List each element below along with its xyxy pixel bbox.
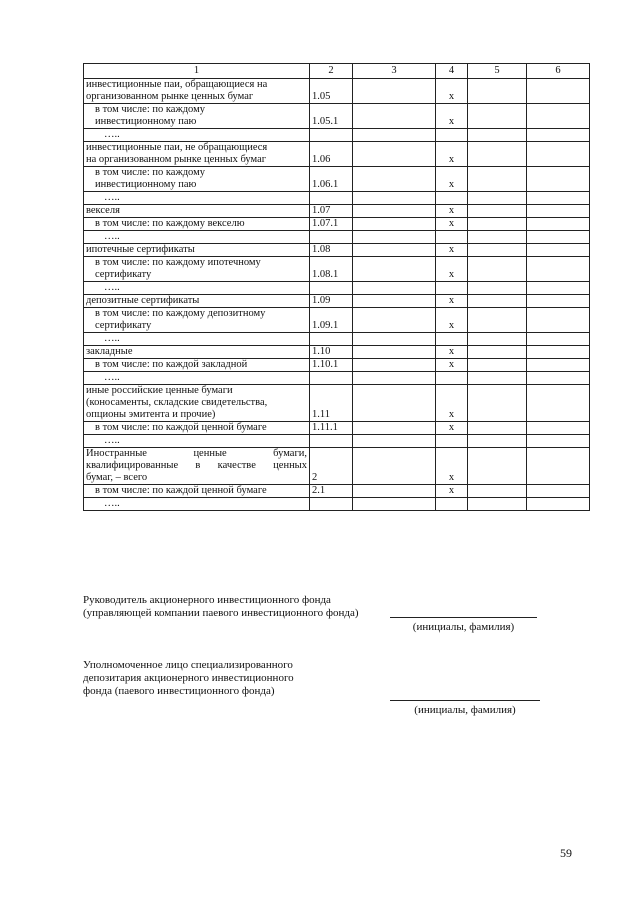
- row-col-3: [353, 359, 436, 372]
- row-mark: [436, 333, 468, 346]
- row-label-line: инвестиционному паю: [95, 116, 197, 127]
- table-row: [84, 295, 590, 308]
- row-col-5: [468, 218, 527, 231]
- row-label: [84, 282, 310, 295]
- row-code: [310, 129, 353, 142]
- row-col-3: [353, 435, 436, 448]
- row-col-6: [527, 333, 590, 346]
- row-col-6: [527, 104, 590, 129]
- row-col-6: [527, 422, 590, 435]
- row-col-3: [353, 346, 436, 359]
- row-label-line: опционы эмитента и прочие): [86, 409, 216, 420]
- row-label: [84, 129, 310, 142]
- row-label-line: …..: [104, 129, 120, 140]
- row-col-5: [468, 257, 527, 282]
- row-col-3: [353, 205, 436, 218]
- row-label-line: в том числе: по каждому: [95, 167, 205, 178]
- row-code: 1.08.1: [310, 257, 353, 282]
- row-code: 1.09.1: [310, 308, 353, 333]
- row-col-3: [353, 372, 436, 385]
- row-label-line: на организованном рынке ценных бумаг: [86, 154, 267, 165]
- row-label-line: закладные: [86, 346, 133, 357]
- row-col-5: [468, 104, 527, 129]
- row-code: 1.11: [310, 385, 353, 422]
- row-col-3: [353, 231, 436, 244]
- row-col-3: [353, 448, 436, 485]
- row-mark: x: [436, 422, 468, 435]
- table-row: [84, 104, 590, 129]
- row-label-line: …..: [104, 192, 120, 203]
- row-label: [84, 218, 310, 231]
- row-code: [310, 192, 353, 205]
- row-mark: x: [436, 167, 468, 192]
- row-col-5: [468, 346, 527, 359]
- row-col-5: [468, 192, 527, 205]
- row-col-3: [353, 257, 436, 282]
- row-label-line: в том числе: по каждому депозитному: [95, 308, 266, 319]
- row-label: [84, 167, 310, 192]
- row-col-3: [353, 295, 436, 308]
- row-label-line: инвестиционные паи, не обращающиеся: [86, 142, 268, 153]
- row-code: 1.11.1: [310, 422, 353, 435]
- table-row: [84, 167, 590, 192]
- row-label: [84, 385, 310, 422]
- row-col-5: [468, 435, 527, 448]
- row-label: [84, 333, 310, 346]
- row-mark: x: [436, 205, 468, 218]
- row-label: [84, 485, 310, 498]
- row-mark: x: [436, 448, 468, 485]
- row-col-5: [468, 167, 527, 192]
- row-col-5: [468, 359, 527, 372]
- row-code: [310, 231, 353, 244]
- row-label: [84, 104, 310, 129]
- row-col-3: [353, 282, 436, 295]
- row-code: 1.07: [310, 205, 353, 218]
- row-label-line: сертификату: [95, 320, 152, 331]
- row-col-5: [468, 79, 527, 104]
- row-code: [310, 498, 353, 511]
- row-mark: [436, 498, 468, 511]
- depositary-label: [83, 659, 294, 698]
- row-label: [84, 346, 310, 359]
- row-label: [84, 295, 310, 308]
- row-col-3: [353, 244, 436, 257]
- row-label-line: сертификату: [95, 269, 152, 280]
- row-col-3: [353, 422, 436, 435]
- table-row: [84, 142, 590, 167]
- header-col-2: 2: [310, 64, 353, 79]
- row-label-line: в том числе: по каждому: [95, 104, 205, 115]
- row-label-line: …..: [104, 231, 120, 242]
- row-mark: x: [436, 218, 468, 231]
- row-code: 1.07.1: [310, 218, 353, 231]
- row-mark: [436, 231, 468, 244]
- row-code: 2.1: [310, 485, 353, 498]
- row-mark: x: [436, 79, 468, 104]
- row-mark: x: [436, 257, 468, 282]
- row-col-3: [353, 218, 436, 231]
- row-code: 1.10: [310, 346, 353, 359]
- row-code: 1.08: [310, 244, 353, 257]
- row-col-6: [527, 295, 590, 308]
- row-code: [310, 282, 353, 295]
- table-row: [84, 435, 590, 448]
- row-col-6: [527, 359, 590, 372]
- row-code: 1.06.1: [310, 167, 353, 192]
- row-label-line: …..: [104, 372, 120, 383]
- table-row: [84, 282, 590, 295]
- fund-head-line-1: Руководитель акционерного инвестиционного фонда: [83, 594, 331, 606]
- row-col-5: [468, 372, 527, 385]
- depositary-line-3: фонда (паевого инвестиционного фонда): [83, 685, 275, 697]
- row-label: [84, 79, 310, 104]
- depositary-line-1: Уполномоченное лицо специализированного: [83, 659, 293, 671]
- row-label: [84, 231, 310, 244]
- row-label: [84, 308, 310, 333]
- row-col-3: [353, 104, 436, 129]
- row-code: 1.05: [310, 79, 353, 104]
- row-label-line: …..: [104, 435, 120, 446]
- row-col-6: [527, 231, 590, 244]
- row-label: [84, 498, 310, 511]
- row-col-3: [353, 498, 436, 511]
- table-row: [84, 359, 590, 372]
- row-label: [84, 359, 310, 372]
- row-code: 1.10.1: [310, 359, 353, 372]
- depositary-line-2: депозитария акционерного инвестиционного: [83, 672, 294, 684]
- fund-head-signature-line: [390, 617, 537, 618]
- row-mark: [436, 435, 468, 448]
- row-col-5: [468, 448, 527, 485]
- row-label-line: ипотечные сертификаты: [86, 244, 195, 255]
- row-label-line: квалифицированные в качестве ценных: [86, 460, 307, 471]
- header-col-4: 4: [436, 64, 468, 79]
- fund-head-label: [83, 594, 359, 620]
- securities-table-body: [84, 64, 590, 511]
- row-label-line: в том числе: по каждой ценной бумаге: [95, 422, 267, 433]
- row-col-6: [527, 129, 590, 142]
- row-mark: x: [436, 142, 468, 167]
- table-row: [84, 308, 590, 333]
- row-col-6: [527, 79, 590, 104]
- row-col-6: [527, 244, 590, 257]
- row-label: [84, 205, 310, 218]
- row-col-6: [527, 218, 590, 231]
- row-col-3: [353, 142, 436, 167]
- row-mark: [436, 129, 468, 142]
- row-label: [84, 435, 310, 448]
- row-col-3: [353, 385, 436, 422]
- depositary-caption: (инициалы, фамилия): [414, 704, 516, 716]
- row-col-5: [468, 244, 527, 257]
- row-col-5: [468, 231, 527, 244]
- row-col-5: [468, 485, 527, 498]
- table-row: [84, 257, 590, 282]
- fund-head-caption: (инициалы, фамилия): [412, 621, 515, 633]
- row-label-line: Иностранные ценные бумаги,: [86, 448, 307, 459]
- table-row: [84, 485, 590, 498]
- row-label-line: …..: [104, 333, 120, 344]
- row-label: [84, 192, 310, 205]
- row-code: 1.05.1: [310, 104, 353, 129]
- row-label-line: иные российские ценные бумаги: [86, 385, 233, 396]
- securities-table: [83, 63, 590, 511]
- header-col-6: 6: [527, 64, 590, 79]
- table-row: [84, 218, 590, 231]
- row-col-6: [527, 435, 590, 448]
- row-label-line: в том числе: по каждой ценной бумаге: [95, 485, 267, 496]
- table-row: [84, 244, 590, 257]
- row-mark: x: [436, 485, 468, 498]
- row-col-3: [353, 79, 436, 104]
- row-mark: [436, 282, 468, 295]
- row-mark: [436, 192, 468, 205]
- row-label: [84, 257, 310, 282]
- header-col-3: 3: [353, 64, 436, 79]
- row-col-6: [527, 385, 590, 422]
- depositary-signature-line: [390, 700, 540, 701]
- row-label: [84, 448, 310, 485]
- row-col-5: [468, 333, 527, 346]
- row-label-line: …..: [104, 282, 120, 293]
- table-row: [84, 346, 590, 359]
- row-label-line: (коносаменты, складские свидетельства,: [86, 397, 268, 408]
- row-col-6: [527, 257, 590, 282]
- table-row: [84, 448, 590, 485]
- row-col-5: [468, 498, 527, 511]
- row-label-line: инвестиционные паи, обращающиеся на: [86, 79, 268, 90]
- row-label-line: инвестиционному паю: [95, 179, 197, 190]
- table-row: [84, 231, 590, 244]
- row-label-line: в том числе: по каждому векселю: [95, 218, 245, 229]
- row-col-5: [468, 142, 527, 167]
- row-label-line: в том числе: по каждому ипотечному: [95, 257, 261, 268]
- row-mark: x: [436, 359, 468, 372]
- row-col-6: [527, 308, 590, 333]
- row-col-5: [468, 282, 527, 295]
- row-label-line: в том числе: по каждой закладной: [95, 359, 248, 370]
- row-col-6: [527, 142, 590, 167]
- row-col-3: [353, 129, 436, 142]
- row-col-6: [527, 346, 590, 359]
- table-row: [84, 129, 590, 142]
- row-code: [310, 333, 353, 346]
- row-label-line: векселя: [86, 205, 120, 216]
- row-mark: [436, 372, 468, 385]
- row-mark: x: [436, 308, 468, 333]
- fund-head-line-2: (управляющей компании паевого инвестиционного фонда): [83, 607, 359, 619]
- row-col-5: [468, 205, 527, 218]
- row-label: [84, 244, 310, 257]
- row-col-5: [468, 422, 527, 435]
- table-row: [84, 79, 590, 104]
- row-col-5: [468, 129, 527, 142]
- table-row: [84, 205, 590, 218]
- row-mark: x: [436, 346, 468, 359]
- row-col-3: [353, 308, 436, 333]
- row-code: 1.09: [310, 295, 353, 308]
- header-col-1: 1: [84, 64, 310, 79]
- row-mark: x: [436, 244, 468, 257]
- row-col-6: [527, 167, 590, 192]
- row-label: [84, 422, 310, 435]
- row-label-line: депозитные сертификаты: [86, 295, 200, 306]
- row-label-line: бумаг, – всего: [86, 472, 148, 483]
- row-label: [84, 142, 310, 167]
- row-col-6: [527, 372, 590, 385]
- row-col-5: [468, 295, 527, 308]
- table-row: [84, 498, 590, 511]
- table-row: [84, 333, 590, 346]
- row-mark: x: [436, 104, 468, 129]
- row-col-6: [527, 485, 590, 498]
- row-col-6: [527, 192, 590, 205]
- row-col-5: [468, 385, 527, 422]
- row-col-6: [527, 448, 590, 485]
- page-number: 59: [560, 846, 572, 860]
- row-col-6: [527, 498, 590, 511]
- table-row: [84, 385, 590, 422]
- row-col-3: [353, 167, 436, 192]
- header-row: [84, 64, 590, 79]
- row-col-3: [353, 333, 436, 346]
- row-label: [84, 372, 310, 385]
- row-col-6: [527, 282, 590, 295]
- row-col-3: [353, 485, 436, 498]
- row-code: 2: [310, 448, 353, 485]
- row-code: [310, 435, 353, 448]
- row-label-line: …..: [104, 498, 120, 509]
- header-col-5: 5: [468, 64, 527, 79]
- table-row: [84, 192, 590, 205]
- row-code: 1.06: [310, 142, 353, 167]
- table-row: [84, 422, 590, 435]
- table-row: [84, 372, 590, 385]
- row-mark: x: [436, 385, 468, 422]
- row-col-3: [353, 192, 436, 205]
- row-col-5: [468, 308, 527, 333]
- row-col-6: [527, 205, 590, 218]
- row-label-line: организованном рынке ценных бумаг: [86, 91, 254, 102]
- row-code: [310, 372, 353, 385]
- row-mark: x: [436, 295, 468, 308]
